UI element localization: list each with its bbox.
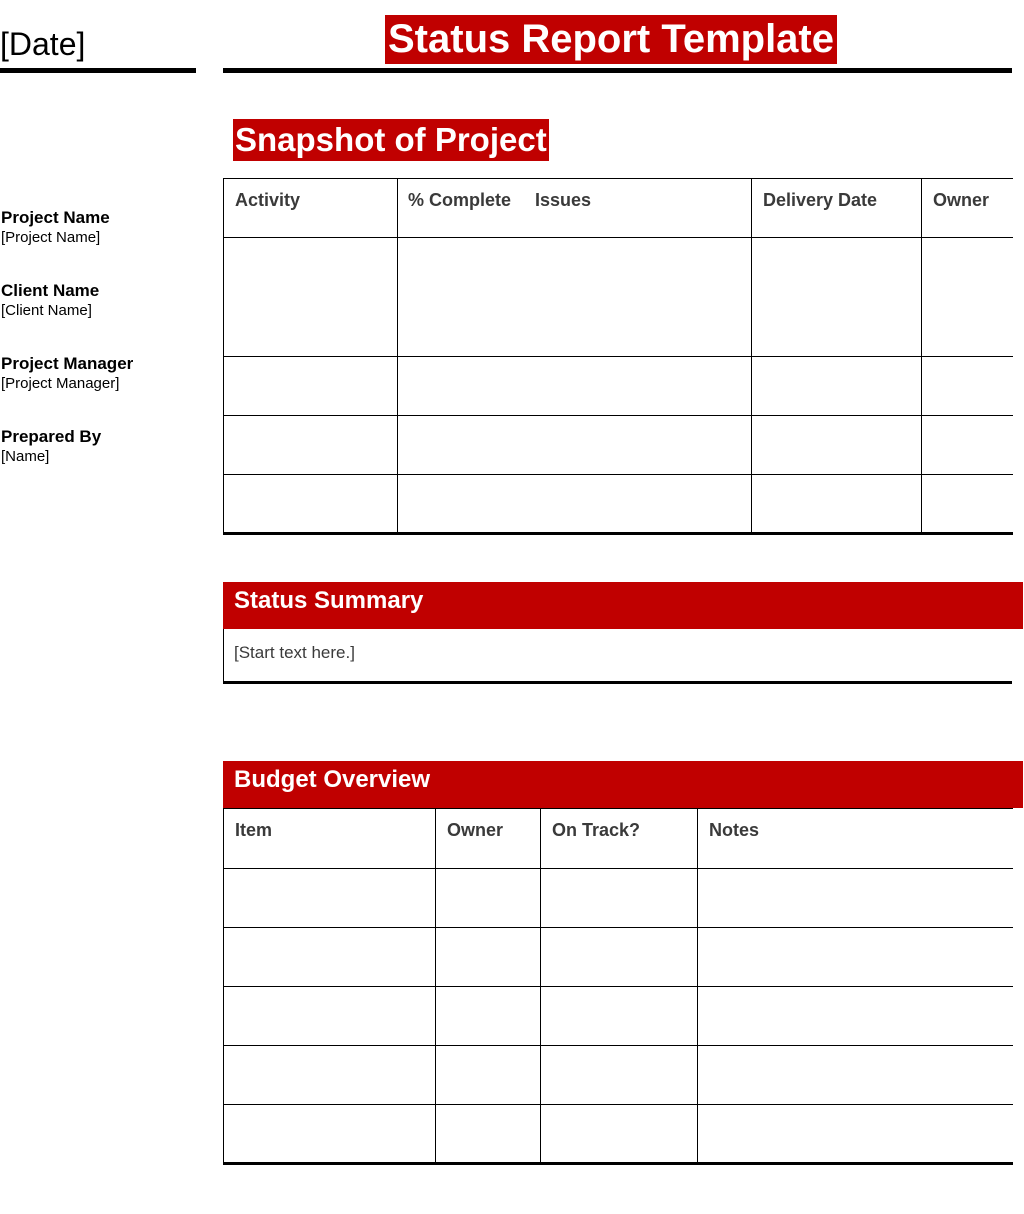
table-cell[interactable] bbox=[436, 1105, 541, 1164]
table-cell[interactable] bbox=[752, 475, 922, 534]
date-placeholder[interactable]: [Date] bbox=[0, 26, 86, 62]
table-cell[interactable] bbox=[436, 928, 541, 987]
col-header-owner: Owner bbox=[436, 809, 541, 869]
table-row bbox=[224, 928, 1013, 987]
table-row bbox=[224, 416, 1013, 475]
col-header-activity: Activity bbox=[224, 179, 398, 238]
table-cell[interactable] bbox=[224, 1046, 436, 1105]
table-cell[interactable] bbox=[752, 238, 922, 357]
info-label: Project Name bbox=[1, 208, 110, 227]
header-rule-right bbox=[223, 68, 1012, 73]
table-row bbox=[224, 987, 1013, 1046]
table-cell[interactable] bbox=[541, 1105, 698, 1164]
snapshot-title: Snapshot of Project bbox=[233, 119, 549, 161]
table-cell[interactable] bbox=[436, 987, 541, 1046]
table-cell[interactable] bbox=[224, 416, 398, 475]
info-label: Client Name bbox=[1, 281, 100, 300]
info-value[interactable]: [Client Name] bbox=[1, 302, 92, 319]
table-row bbox=[224, 1105, 1013, 1164]
table-header-row bbox=[224, 809, 1013, 869]
snapshot-table bbox=[223, 178, 1013, 535]
table-cell[interactable] bbox=[398, 416, 752, 475]
col-header-complete: % Complete bbox=[408, 190, 512, 210]
status-summary-header: Status Summary bbox=[223, 582, 1023, 629]
table-cell[interactable] bbox=[752, 416, 922, 475]
header-rule-left bbox=[0, 68, 196, 73]
table-cell[interactable] bbox=[436, 869, 541, 928]
table-row bbox=[224, 475, 1013, 534]
table-cell[interactable] bbox=[224, 1105, 436, 1164]
info-label: Project Manager bbox=[1, 354, 134, 373]
table-row bbox=[224, 357, 1013, 416]
table-cell[interactable] bbox=[922, 475, 1013, 534]
table-cell[interactable] bbox=[541, 928, 698, 987]
table-cell[interactable] bbox=[698, 1105, 1013, 1164]
table-cell[interactable] bbox=[436, 1046, 541, 1105]
table-cell[interactable] bbox=[541, 1046, 698, 1105]
table-cell[interactable] bbox=[541, 869, 698, 928]
col-header-issues: Issues bbox=[535, 190, 592, 210]
table-cell[interactable] bbox=[922, 416, 1013, 475]
table-row bbox=[224, 1046, 1013, 1105]
table-header-row bbox=[224, 179, 1013, 238]
col-header-complete-issues bbox=[398, 179, 752, 238]
table-cell[interactable] bbox=[398, 238, 752, 357]
col-header-delivery-date: Delivery Date bbox=[752, 179, 922, 238]
table-cell[interactable] bbox=[922, 238, 1013, 357]
info-label: Prepared By bbox=[1, 427, 102, 446]
info-client-name bbox=[1, 281, 191, 320]
table-cell[interactable] bbox=[398, 357, 752, 416]
info-value[interactable]: [Project Name] bbox=[1, 229, 101, 246]
col-header-item: Item bbox=[224, 809, 436, 869]
table-cell[interactable] bbox=[698, 928, 1013, 987]
table-cell[interactable] bbox=[698, 869, 1013, 928]
table-row bbox=[224, 869, 1013, 928]
table-cell[interactable] bbox=[398, 475, 752, 534]
info-value[interactable]: [Project Manager] bbox=[1, 375, 120, 392]
info-project-manager bbox=[1, 354, 191, 393]
table-cell[interactable] bbox=[224, 238, 398, 357]
table-cell[interactable] bbox=[698, 987, 1013, 1046]
status-summary-text[interactable]: [Start text here.] bbox=[223, 629, 1012, 684]
table-cell[interactable] bbox=[541, 987, 698, 1046]
budget-overview-header: Budget Overview bbox=[223, 761, 1023, 808]
page-title: Status Report Template bbox=[385, 15, 837, 64]
col-header-on-track: On Track? bbox=[541, 809, 698, 869]
budget-table bbox=[223, 808, 1013, 1165]
table-cell[interactable] bbox=[698, 1046, 1013, 1105]
table-cell[interactable] bbox=[922, 357, 1013, 416]
table-cell[interactable] bbox=[224, 475, 398, 534]
table-cell[interactable] bbox=[224, 987, 436, 1046]
table-cell[interactable] bbox=[224, 869, 436, 928]
col-header-notes: Notes bbox=[698, 809, 1013, 869]
table-cell[interactable] bbox=[224, 357, 398, 416]
info-prepared-by bbox=[1, 427, 191, 466]
col-header-owner: Owner bbox=[922, 179, 1013, 238]
info-value[interactable]: [Name] bbox=[1, 448, 50, 465]
table-row bbox=[224, 238, 1013, 357]
table-cell[interactable] bbox=[752, 357, 922, 416]
info-project-name bbox=[1, 208, 191, 247]
table-cell[interactable] bbox=[224, 928, 436, 987]
